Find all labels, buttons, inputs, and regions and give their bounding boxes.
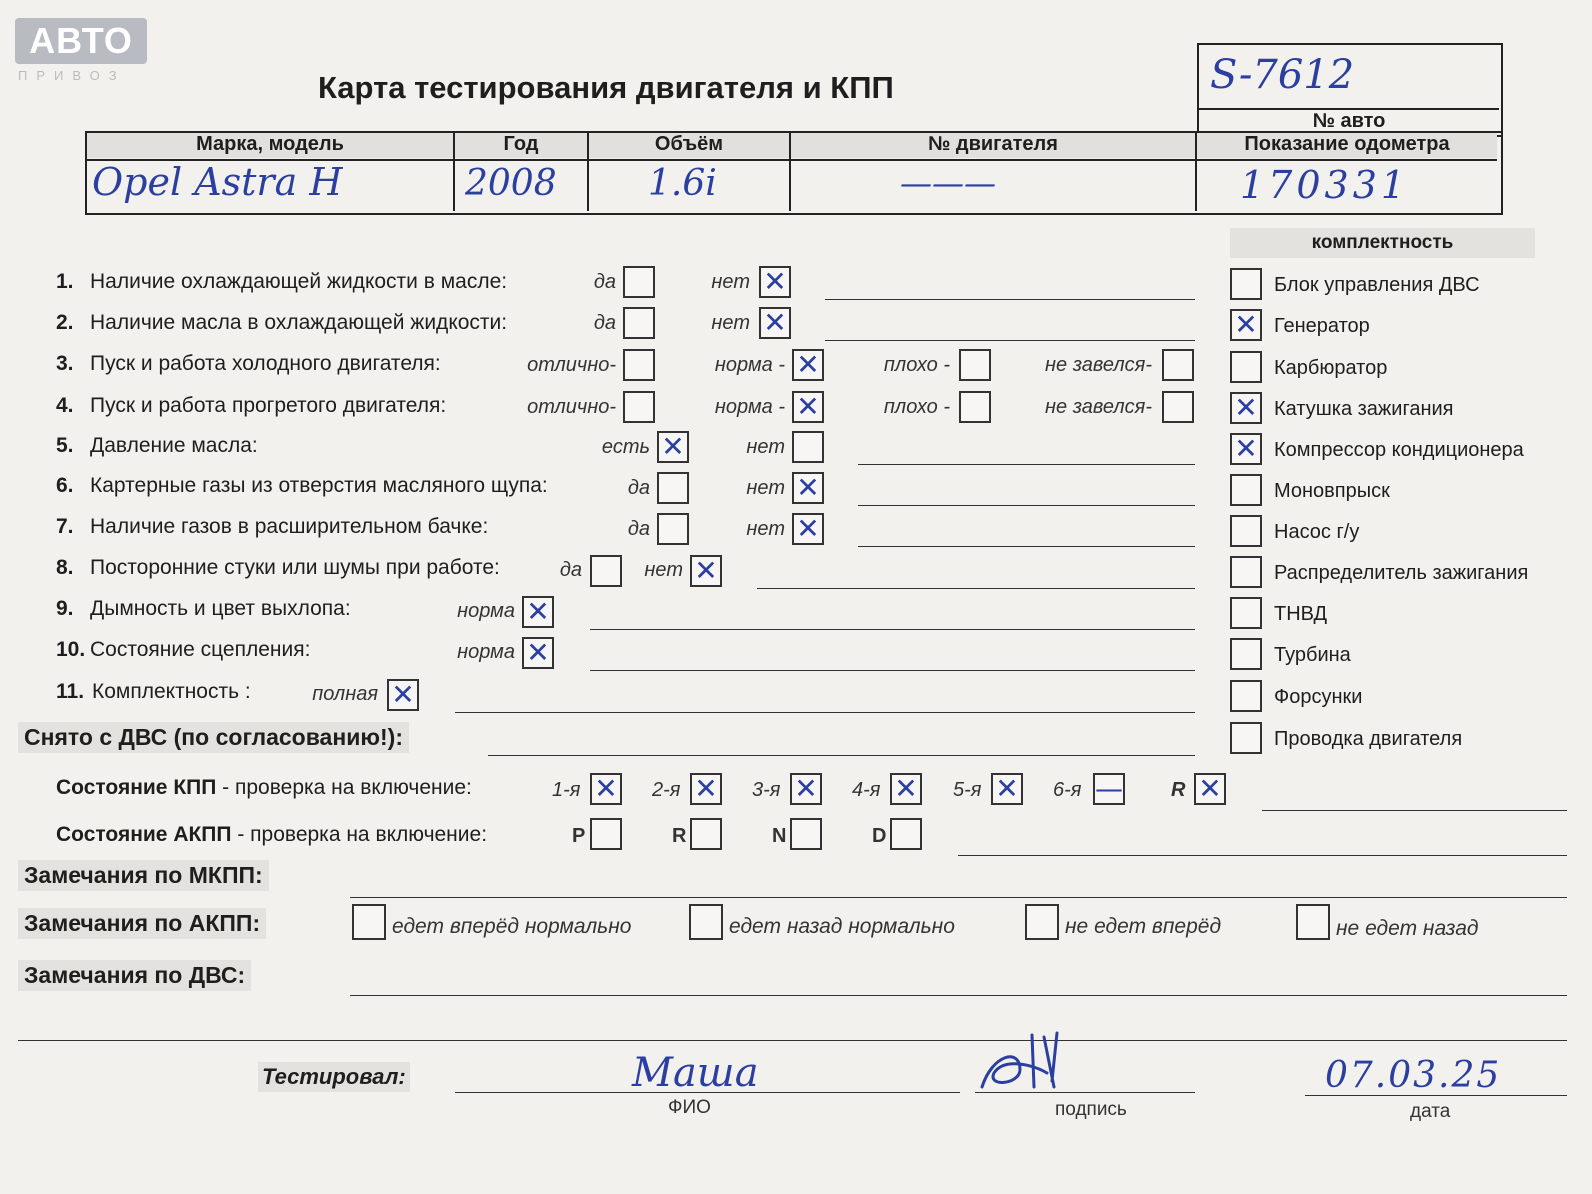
signature-image [972, 1025, 1097, 1100]
fio-label: ФИО [668, 1097, 711, 1118]
checkbox[interactable] [959, 391, 991, 423]
row-label: Комплектность : [92, 680, 251, 703]
header-col-divider [789, 133, 791, 211]
remarks-dvs-label: Замечания по ДВС: [18, 960, 251, 991]
removed-line [488, 755, 1195, 756]
option-label: да [593, 312, 616, 334]
option-label: нет [746, 518, 785, 540]
row-label: Пуск и работа прогретого двигателя: [90, 394, 447, 417]
check-mark: ✕ [796, 348, 820, 381]
akpp-position-label: R [672, 825, 687, 847]
check-mark: ✕ [796, 471, 820, 504]
logo-sub-text: ПРИВОЗ [18, 68, 126, 83]
row-number: 5. [56, 434, 74, 457]
option-label: нет [746, 477, 785, 499]
row-label: Наличие газов в расширительном бачке: [90, 515, 489, 538]
completeness-checkbox[interactable] [1230, 351, 1262, 383]
header-year-label: Год [455, 133, 587, 158]
checkbox[interactable] [623, 307, 655, 339]
akpp-remark-option: не едет вперёд [1065, 915, 1222, 938]
completeness-checkbox[interactable] [1230, 722, 1262, 754]
page-title: Карта тестирования двигателя и КПП [318, 70, 894, 105]
gear-label: 1-я [552, 779, 581, 801]
akpp-remark-checkbox[interactable] [1296, 904, 1330, 940]
row-label: Дымность и цвет выхлопа: [90, 597, 351, 620]
option-label: норма - [714, 354, 785, 376]
option-label: плохо - [883, 354, 950, 376]
option-label: есть [601, 436, 650, 458]
check-mark: ✕ [1234, 432, 1258, 465]
completeness-item: Блок управления ДВС [1274, 274, 1480, 296]
row-label: Картерные газы из отверстия масляного щупа: [90, 474, 548, 497]
option-label: норма [457, 641, 515, 663]
check-mark: ✕ [763, 306, 787, 339]
checkbox[interactable] [623, 349, 655, 381]
notes-line [590, 629, 1195, 630]
row-label: Наличие охлаждающей жидкости в масле: [90, 270, 508, 293]
gear-mark: ✕ [1198, 772, 1222, 805]
gear-label: 5-я [953, 779, 982, 801]
volume-value: 1.6i [648, 163, 717, 204]
gear-label: 2-я [652, 779, 681, 801]
gear-label: 6-я [1053, 779, 1082, 801]
header-col-divider [587, 133, 589, 211]
akpp-label-bold: Состояние АКПП [56, 823, 232, 846]
option-label: не завелся- [1045, 354, 1152, 376]
row-number: 6. [56, 474, 74, 497]
checkbox[interactable] [623, 391, 655, 423]
completeness-item: Генератор [1274, 315, 1370, 337]
signature-label: подпись [1055, 1099, 1127, 1120]
completeness-item: Насос г/у [1274, 521, 1360, 543]
akpp-label [56, 823, 487, 847]
kpp-label [56, 776, 472, 800]
checkbox[interactable] [623, 266, 655, 298]
logo-main-text: АВТО [29, 20, 133, 61]
check-mark: ✕ [661, 430, 685, 463]
completeness-item: Моновпрыск [1274, 480, 1390, 502]
row-label: Посторонние стуки или шумы при работе: [90, 556, 500, 579]
year-value: 2008 [465, 163, 557, 204]
akpp-position-label: D [872, 825, 887, 847]
option-label: нет [711, 271, 750, 293]
option-label: нет [711, 312, 750, 334]
row-number: 2. [56, 311, 74, 334]
option-label: отлично- [527, 396, 616, 418]
gear-label: 3-я [752, 779, 781, 801]
date-value: 07.03.25 [1325, 1055, 1502, 1096]
header-odometer-label: Показание одометра [1197, 133, 1497, 158]
row-number: 4. [56, 394, 74, 417]
removed-label: Снято с ДВС (по согласованию!): [18, 722, 409, 753]
check-mark: ✕ [694, 554, 718, 587]
gear-mark: ✕ [694, 772, 718, 805]
row-label: Давление масла: [90, 434, 258, 457]
option-label: отлично- [527, 354, 616, 376]
kpp-notes-line [1262, 810, 1567, 811]
akpp-remark-checkbox[interactable] [1025, 904, 1059, 940]
notes-line [825, 299, 1195, 300]
kpp-label-bold: Состояние КПП [56, 776, 217, 799]
remarks-dvs-line [350, 995, 1567, 996]
checkbox[interactable] [590, 555, 622, 587]
completeness-header: комплектность [1230, 228, 1535, 258]
row-number: 9. [56, 597, 74, 620]
notes-line [858, 546, 1195, 547]
check-mark: ✕ [763, 265, 787, 298]
akpp-notes-line [958, 855, 1567, 856]
option-label: полная [312, 683, 378, 705]
akpp-position-checkbox[interactable] [790, 818, 822, 850]
option-label: да [627, 477, 650, 499]
check-mark: ✕ [1234, 308, 1258, 341]
checkbox[interactable] [1162, 391, 1194, 423]
akpp-label-rest: - проверка на включение: [231, 823, 488, 846]
completeness-checkbox[interactable] [1230, 638, 1262, 670]
completeness-checkbox[interactable] [1230, 268, 1262, 300]
notes-line [757, 588, 1195, 589]
completeness-item: Форсунки [1274, 686, 1363, 708]
checkbox[interactable] [1162, 349, 1194, 381]
kpp-label-rest: - проверка на включение: [216, 776, 472, 799]
notes-line [455, 712, 1195, 713]
option-label: нет [746, 436, 785, 458]
gear-label: 4-я [852, 779, 881, 801]
gear-mark: ✕ [794, 772, 818, 805]
completeness-checkbox[interactable] [1230, 515, 1262, 547]
row-number: 11. [56, 680, 85, 703]
akpp-position-checkbox[interactable] [590, 818, 622, 850]
completeness-item: ТНВД [1274, 603, 1328, 625]
date-line [1305, 1095, 1567, 1096]
header-col-divider [453, 133, 455, 211]
row-number: 10. [56, 638, 86, 661]
akpp-remark-option: не едет назад [1336, 917, 1479, 940]
completeness-item: Турбина [1274, 644, 1351, 666]
akpp-remark-option: едет вперёд нормально [392, 915, 632, 938]
completeness-checkbox[interactable] [1230, 556, 1262, 588]
option-label: норма [457, 600, 515, 622]
option-label: плохо - [883, 396, 950, 418]
notes-line [825, 340, 1195, 341]
date-label: дата [1410, 1101, 1451, 1122]
gear-label: R [1171, 779, 1186, 801]
completeness-checkbox[interactable] [1230, 474, 1262, 506]
completeness-item: Проводка двигателя [1274, 728, 1463, 750]
akpp-position-label: N [772, 825, 787, 847]
option-label: норма - [714, 396, 785, 418]
checkbox[interactable] [959, 349, 991, 381]
notes-line [858, 464, 1195, 465]
engine-no-value: ——— [900, 164, 996, 202]
fio-value: Маша [632, 1050, 759, 1096]
check-mark: ✕ [796, 512, 820, 545]
header-col-divider [1195, 133, 1197, 211]
tested-label: Тестировал: [258, 1062, 410, 1092]
remarks-extra-line [18, 1040, 1567, 1041]
odometer-value: 170331 [1240, 163, 1410, 207]
completeness-item: Катушка зажигания [1274, 398, 1454, 420]
option-label: да [593, 271, 616, 293]
completeness-checkbox[interactable] [1230, 680, 1262, 712]
check-mark: ✕ [796, 390, 820, 423]
row-label: Наличие масла в охлаждающей жидкости: [90, 311, 508, 334]
akpp-remark-checkbox[interactable] [352, 904, 386, 940]
remarks-akpp-label: Замечания по АКПП: [18, 908, 266, 939]
option-label: не завелся- [1045, 396, 1152, 418]
header-engine-label: № двигателя [791, 133, 1195, 158]
akpp-remark-option: едет назад нормально [729, 915, 955, 938]
completeness-item: Компрессор кондиционера [1274, 439, 1524, 461]
gear-mark: ✕ [995, 772, 1019, 805]
row-number: 7. [56, 515, 74, 538]
gear-mark: ✕ [894, 772, 918, 805]
make-model-value: Opel Astra H [92, 160, 343, 204]
signature-line [975, 1092, 1195, 1093]
auto-number-label: № авто [1199, 108, 1499, 133]
header-volume-label: Объём [589, 133, 789, 158]
checkbox[interactable] [657, 472, 689, 504]
completeness-item: Распределитель зажигания [1274, 562, 1529, 584]
option-label: да [627, 518, 650, 540]
option-label: да [559, 559, 582, 581]
gear-mark: ✕ [594, 772, 618, 805]
akpp-position-checkbox[interactable] [890, 818, 922, 850]
akpp-position-label: P [572, 825, 586, 847]
notes-line [858, 505, 1195, 506]
akpp-remark-checkbox[interactable] [689, 904, 723, 940]
remarks-mkpp-label: Замечания по МКПП: [18, 860, 269, 891]
completeness-item: Карбюратор [1274, 357, 1388, 379]
row-number: 1. [56, 270, 74, 293]
remarks-mkpp-line [350, 897, 1567, 898]
checkbox[interactable] [792, 431, 824, 463]
fio-line [455, 1092, 960, 1093]
row-label: Состояние сцепления: [90, 638, 311, 661]
completeness-checkbox[interactable] [1230, 597, 1262, 629]
row-number: 8. [56, 556, 74, 579]
row-number: 3. [56, 352, 74, 375]
checkbox[interactable] [657, 513, 689, 545]
option-label: нет [644, 559, 683, 581]
gear-mark: — [1095, 772, 1123, 805]
auto-number-value: S-7612 [1210, 52, 1355, 98]
header-make-model-label: Марка, модель [87, 133, 453, 158]
akpp-position-checkbox[interactable] [690, 818, 722, 850]
check-mark: ✕ [1234, 391, 1258, 424]
check-mark: ✕ [526, 636, 550, 669]
row-label: Пуск и работа холодного двигателя: [90, 352, 441, 375]
check-mark: ✕ [391, 678, 415, 711]
notes-line [590, 670, 1195, 671]
check-mark: ✕ [526, 595, 550, 628]
